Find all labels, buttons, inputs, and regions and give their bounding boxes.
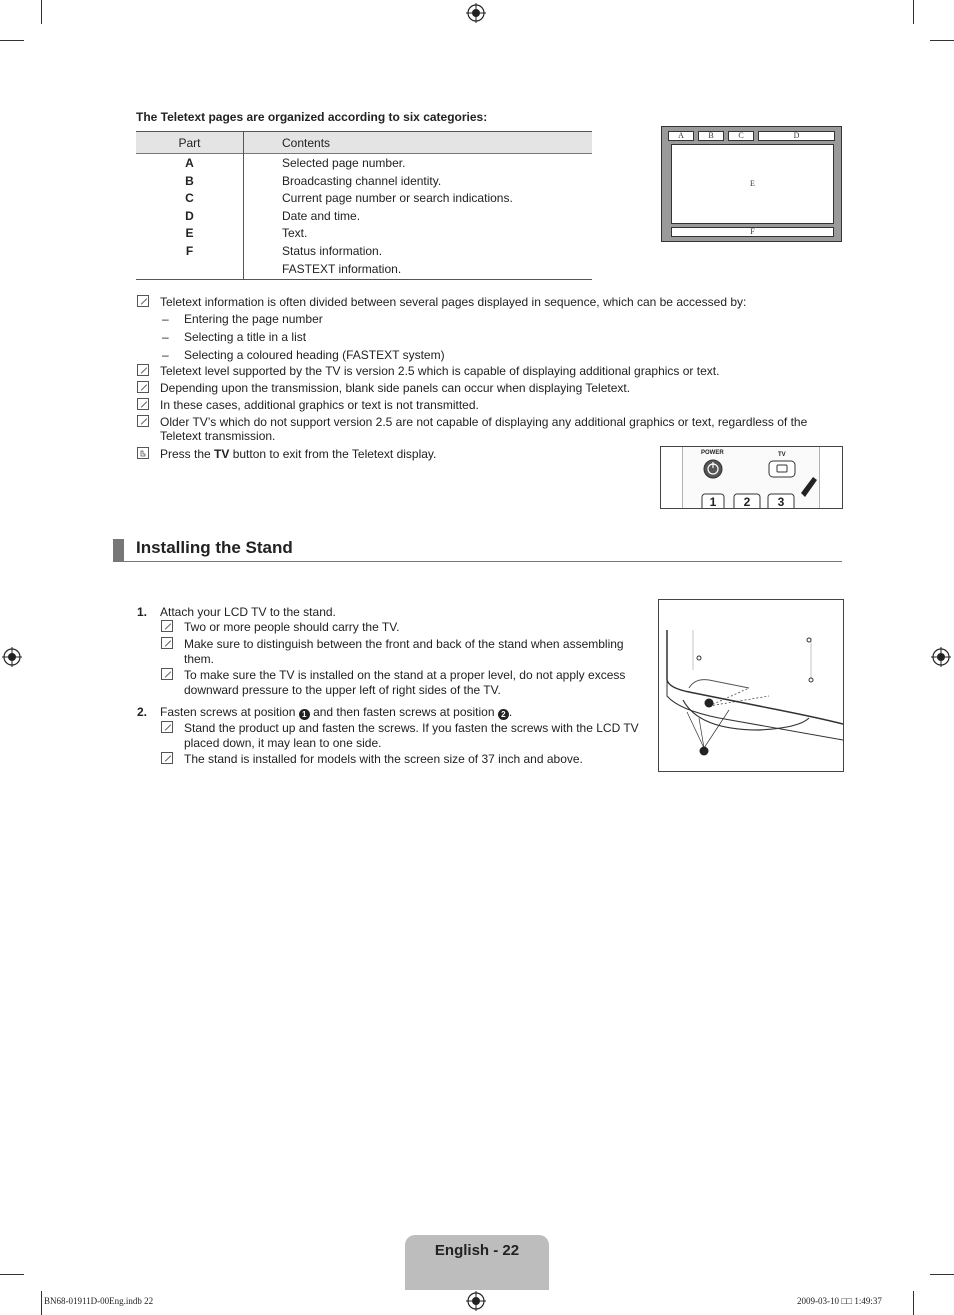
- note-text: The stand is installed for models with the screen size of 37 inch and above.: [184, 752, 583, 766]
- note-icon: [161, 752, 173, 764]
- press-note-icon: [137, 447, 149, 459]
- page-label: English - 22: [434, 1242, 520, 1259]
- note-text: Stand the product up and fasten the screws. If you fasten the screws with the LCD TV: [184, 721, 639, 735]
- crop-mark: [0, 40, 24, 41]
- step-text: Attach your LCD TV to the stand.: [160, 605, 336, 619]
- contents-cell: FASTEXT information.: [282, 262, 402, 276]
- header-contents: Contents: [282, 136, 331, 150]
- section-rule: [113, 561, 842, 562]
- step2-text-post: .: [508, 705, 513, 719]
- key-3: 3: [777, 495, 785, 509]
- table-title: The Teletext pages are organized according to six categories:: [136, 110, 488, 124]
- crop-mark: [41, 1291, 42, 1315]
- crop-mark: [913, 1291, 914, 1315]
- teletext-categories-table: [136, 131, 592, 280]
- tv-label: TV: [778, 452, 786, 458]
- step-text: [160, 705, 512, 720]
- press-text-post: button to exit from the Teletext display.: [229, 447, 437, 461]
- note-icon: [161, 620, 173, 632]
- crop-mark: [930, 40, 954, 41]
- contents-cell: Selected page number.: [282, 156, 406, 170]
- note-icon: [161, 637, 173, 649]
- note-text: Teletext information is often divided between several pages displayed in sequence, which can be accessed by:: [160, 295, 747, 309]
- contents-cell: Date and time.: [282, 209, 361, 223]
- key-2: 2: [743, 495, 751, 509]
- note-icon: [137, 381, 149, 393]
- list-item: Selecting a coloured heading (FASTEXT system): [184, 348, 445, 362]
- position-2-icon: 2: [498, 709, 509, 720]
- contents-cell: Current page number or search indications.: [282, 191, 513, 205]
- contents-cell: Status information.: [282, 244, 383, 258]
- diagram-label-e: E: [671, 144, 834, 224]
- contents-cell: Text.: [282, 226, 308, 240]
- part-cell: B: [185, 174, 194, 188]
- part-cell: D: [185, 209, 194, 223]
- note-text: Older TV’s which do not support version 2.5 are not capable of displaying any additional graphics or text, regardless of the: [160, 415, 808, 429]
- header-part: Part: [178, 136, 201, 150]
- part-cell: A: [185, 156, 194, 170]
- diagram-label-b: B: [698, 131, 724, 141]
- dash-bullet: –: [162, 348, 169, 362]
- note-icon: [137, 415, 149, 427]
- list-item: Selecting a title in a list: [184, 330, 307, 344]
- note-text: Two or more people should carry the TV.: [184, 620, 400, 634]
- part-cell: F: [185, 244, 194, 258]
- note-icon: [161, 721, 173, 733]
- note-text: downward pressure to the upper left of right sides of the TV.: [184, 683, 501, 697]
- note-icon: [137, 364, 149, 376]
- registration-mark-icon: [466, 1291, 486, 1311]
- note-icon: [137, 398, 149, 410]
- list-item: Entering the page number: [184, 312, 323, 326]
- dash-bullet: –: [162, 330, 169, 344]
- diagram-label-d: D: [758, 131, 835, 141]
- part-cell: E: [185, 226, 194, 240]
- key-1: 1: [709, 495, 717, 509]
- press-note: [160, 447, 436, 461]
- step-number: 1.: [137, 605, 148, 619]
- stand-illustration: [658, 599, 844, 772]
- note-text: them.: [184, 652, 215, 666]
- diagram-label-c: C: [728, 131, 754, 141]
- crop-mark: [930, 1274, 954, 1275]
- crop-mark: [41, 0, 42, 24]
- press-text-pre: Press the: [160, 447, 215, 461]
- teletext-layout-diagram: [661, 126, 842, 242]
- registration-mark-icon: [2, 647, 22, 667]
- stand-assembly-icon: [659, 600, 843, 771]
- note-text: Depending upon the transmission, blank side panels can occur when displaying Teletext.: [160, 381, 631, 395]
- tv-button-name: TV: [214, 447, 230, 461]
- file-info: BN68-01911D-00Eng.indb 22: [44, 1296, 154, 1306]
- note-icon: [137, 295, 149, 307]
- note-text: Teletext transmission.: [160, 429, 276, 443]
- crop-mark: [0, 1274, 24, 1275]
- note-text: Teletext level supported by the TV is version 2.5 which is capable of displaying additional graphics or text.: [160, 364, 720, 378]
- power-label: POWER: [701, 450, 724, 456]
- timestamp: 2009-03-10 □□ 1:49:37: [797, 1296, 882, 1306]
- table-divider: [243, 132, 244, 279]
- diagram-label-f: F: [671, 227, 834, 237]
- diagram-label-a: A: [668, 131, 694, 141]
- part-cell: C: [185, 191, 194, 205]
- note-icon: [161, 668, 173, 680]
- step2-text-pre: Fasten screws at position: [160, 705, 299, 719]
- dash-bullet: –: [162, 312, 169, 326]
- remote-illustration: [660, 446, 843, 509]
- step-number: 2.: [137, 705, 148, 719]
- note-text: Make sure to distinguish between the front and back of the stand when assembling: [184, 637, 624, 651]
- crop-mark: [913, 0, 914, 24]
- position-1-icon: 1: [299, 709, 310, 720]
- registration-mark-icon: [931, 647, 951, 667]
- note-text: placed down, it may lean to one side.: [184, 736, 382, 750]
- section-marker: [113, 539, 124, 561]
- contents-cell: Broadcasting channel identity.: [282, 174, 442, 188]
- note-text: To make sure the TV is installed on the stand at a proper level, do not apply excess: [184, 668, 626, 682]
- section-title: Installing the Stand: [136, 538, 293, 557]
- note-text: In these cases, additional graphics or text is not transmitted.: [160, 398, 479, 412]
- step2-text-mid: and then fasten screws at position: [309, 705, 498, 719]
- registration-mark-icon: [466, 3, 486, 23]
